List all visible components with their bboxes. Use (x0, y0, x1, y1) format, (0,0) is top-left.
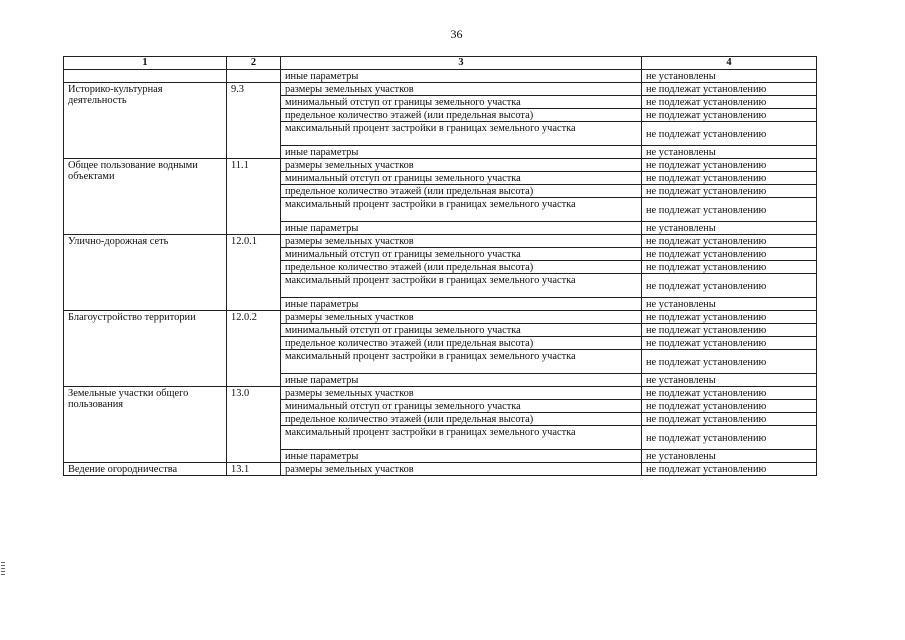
header-col-1: 1 (64, 57, 227, 70)
parameter-cell: максимальный процент застройки в границах земельного участка (281, 198, 642, 222)
table-row (64, 387, 817, 400)
header-row (64, 57, 817, 70)
parameter-cell: размеры земельных участков (281, 235, 642, 248)
parameter-cell: максимальный процент застройки в границах земельного участка (281, 350, 642, 374)
parameter-cell: иные параметры (281, 450, 642, 463)
parameter-value-cell: не установлены (642, 450, 817, 463)
land-use-type-cell: Общее пользование водными объектами (64, 159, 227, 235)
parameter-value-cell: не подлежат установлению (642, 463, 817, 476)
table-row (64, 463, 817, 476)
parameter-value-cell: не подлежат установлению (642, 350, 817, 374)
parameter-cell: предельное количество этажей (или предельная высота) (281, 109, 642, 122)
land-use-type-cell (64, 70, 227, 83)
table-body (64, 57, 817, 476)
parameter-cell: минимальный отступ от границы земельного участка (281, 400, 642, 413)
parameter-value-cell: не подлежат установлению (642, 109, 817, 122)
parameter-value-cell: не подлежат установлению (642, 185, 817, 198)
parameter-value-cell: не подлежат установлению (642, 311, 817, 324)
parameter-cell: максимальный процент застройки в границах земельного участка (281, 426, 642, 450)
land-use-code-cell: 12.0.2 (227, 311, 281, 387)
parameter-value-cell: не установлены (642, 374, 817, 387)
parameter-value-cell: не подлежат установлению (642, 387, 817, 400)
parameter-value-cell: не подлежат установлению (642, 261, 817, 274)
land-use-code-cell (227, 70, 281, 83)
parameter-cell: предельное количество этажей (или предельная высота) (281, 337, 642, 350)
parameter-value-cell: не подлежат установлению (642, 426, 817, 450)
scan-margin-mark (1, 562, 5, 576)
table-row (64, 70, 817, 83)
parameter-value-cell: не подлежат установлению (642, 400, 817, 413)
land-use-type-cell: Земельные участки общего пользования (64, 387, 227, 463)
header-col-3: 3 (281, 57, 642, 70)
parameter-value-cell: не подлежат установлению (642, 235, 817, 248)
land-use-code-cell: 11.1 (227, 159, 281, 235)
header-col-4: 4 (642, 57, 817, 70)
parameter-cell: предельное количество этажей (или предельная высота) (281, 185, 642, 198)
parameter-value-cell: не подлежат установлению (642, 198, 817, 222)
parameter-cell: иные параметры (281, 222, 642, 235)
parameter-cell: иные параметры (281, 298, 642, 311)
parameter-value-cell: не подлежат установлению (642, 337, 817, 350)
parameter-value-cell: не установлены (642, 70, 817, 83)
parameter-value-cell: не установлены (642, 146, 817, 159)
parameter-cell: минимальный отступ от границы земельного участка (281, 248, 642, 261)
parameter-cell: предельное количество этажей (или предельная высота) (281, 261, 642, 274)
parameter-value-cell: не установлены (642, 222, 817, 235)
parameter-value-cell: не подлежат установлению (642, 274, 817, 298)
land-use-type-cell: Историко-культурная деятельность (64, 83, 227, 159)
page-number: 36 (450, 27, 463, 41)
parameter-value-cell: не подлежат установлению (642, 248, 817, 261)
land-use-code-cell: 9.3 (227, 83, 281, 159)
land-use-code-cell: 13.0 (227, 387, 281, 463)
parameter-value-cell: не подлежат установлению (642, 159, 817, 172)
land-use-code-cell: 12.0.1 (227, 235, 281, 311)
header-col-2: 2 (227, 57, 281, 70)
table-row (64, 311, 817, 324)
parameter-value-cell: не подлежат установлению (642, 122, 817, 146)
parameter-cell: иные параметры (281, 146, 642, 159)
parameter-cell: максимальный процент застройки в границах земельного участка (281, 274, 642, 298)
parameter-cell: минимальный отступ от границы земельного участка (281, 324, 642, 337)
parameter-value-cell: не подлежат установлению (642, 96, 817, 109)
parameter-cell: максимальный процент застройки в границах земельного участка (281, 122, 642, 146)
land-use-code-cell: 13.1 (227, 463, 281, 476)
parameter-value-cell: не подлежат установлению (642, 324, 817, 337)
parameter-cell: размеры земельных участков (281, 463, 642, 476)
table-row (64, 83, 817, 96)
parameter-value-cell: не подлежат установлению (642, 172, 817, 185)
parameter-cell: минимальный отступ от границы земельного участка (281, 172, 642, 185)
land-use-type-cell: Благоустройство территории (64, 311, 227, 387)
parameter-cell: иные параметры (281, 374, 642, 387)
parameter-cell: размеры земельных участков (281, 311, 642, 324)
parameter-cell: иные параметры (281, 70, 642, 83)
land-use-type-cell: Ведение огородничества (64, 463, 227, 476)
parameter-cell: размеры земельных участков (281, 387, 642, 400)
parameter-value-cell: не установлены (642, 298, 817, 311)
table-row (64, 159, 817, 172)
parameter-value-cell: не подлежат установлению (642, 413, 817, 426)
regulations-table (63, 56, 817, 476)
parameter-cell: размеры земельных участков (281, 83, 642, 96)
land-use-type-cell: Улично-дорожная сеть (64, 235, 227, 311)
parameter-cell: размеры земельных участков (281, 159, 642, 172)
parameter-cell: предельное количество этажей (или предельная высота) (281, 413, 642, 426)
parameter-value-cell: не подлежат установлению (642, 83, 817, 96)
parameter-cell: минимальный отступ от границы земельного участка (281, 96, 642, 109)
table-row (64, 235, 817, 248)
